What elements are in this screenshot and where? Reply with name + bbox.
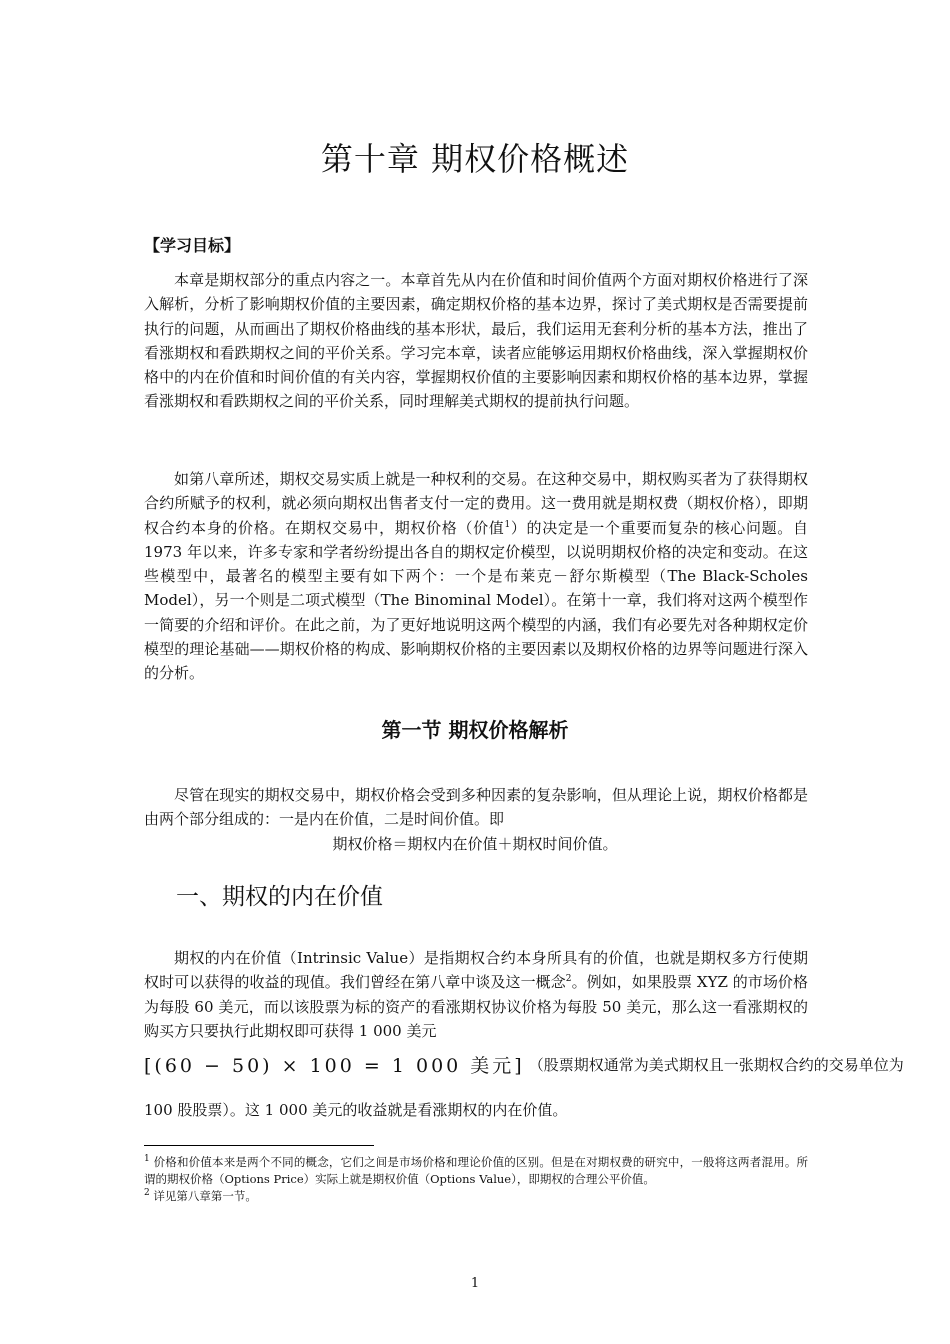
footnote-ref-2: 2: [565, 974, 572, 985]
footnotes: [144, 1154, 808, 1205]
math-line: [144, 1051, 904, 1078]
intrinsic-text-part1: 期权的内在价值（Intrinsic Value）是指期权合约本身所具有的价值，也就是期权多方行使期权时可以获得的收益的现值。我们曾经在第八章中谈及这一概念: [144, 949, 808, 992]
footnote-2-text: 详见第八章第一节。: [153, 1189, 257, 1203]
footnote-2: [144, 1188, 808, 1205]
footnote-1-text: 价格和价值本来是两个不同的概念，它们之间是市场价格和理论价值的区别。但是在对期权费的研究中，一般将这两者混用。所谓的期权价格（Options Price）实际上就是期权价值（Options Value），即期权的合理公平价值。: [144, 1155, 809, 1186]
objectives-paragraph: 本章是期权部分的重点内容之一。本章首先从内在价值和时间价值两个方面对期权价格进行了深入解析，分析了影响期权价值的主要因素，确定期权价格的基本边界，探讨了美式期权是否需要提前执行的问题，从而画出了期权价格曲线的基本形状，最后，我们运用无套利分析的基本方法，推出了看涨期权和看跌期权之间的平价关系。学习完本章，读者应能够运用期权价格曲线，深入掌握期权价格中的内在价值和时间价值的有关内容，掌握期权价值的主要影响因素和期权价格的基本边界，掌握看涨期权和看跌期权之间的平价关系，同时理解美式期权的提前执行问题。: [144, 271, 808, 411]
intro-text-part1: 如第八章所述，期权交易实质上就是一种权利的交易。在这种交易中，期权购买者为了获得期权合约所赋予的权利，就必须向期权出售者支付一定的费用。这一费用就是期权费（期权价格），即期权合约本身的价格。在期权交易中，期权价格（价值: [144, 470, 808, 537]
chapter-title: 第十章 期权价格概述: [320, 140, 630, 178]
price-formula: 期权价格＝期权内在价值＋期权时间价值。: [332, 835, 618, 853]
page-number: 1: [470, 1276, 480, 1291]
intrinsic-value-paragraph: [144, 946, 808, 1043]
intrinsic-text-part2: 。例如，如果股票 XYZ 的市场价格为每股 60 美元，而以该股票为标的资产的看涨期权协议价格为每股 50 美元，那么这一看涨期权的购买方只要执行此期权即可获得 1 000 美元: [144, 973, 808, 1040]
footnote-ref-1: 1: [504, 519, 511, 530]
footnote-2-mark: 2: [144, 1188, 150, 1199]
intro-paragraph: [144, 467, 808, 686]
intro-text-part2: ）的决定是一个重要而复杂的核心问题。自 1973 年以来，许多专家和学者纷纷提出各自的期权定价模型，以说明期权价格的决定和变动。在这些模型中，最著名的模型主要有如下两个：一个是布莱克－舒尔斯模型（The Black-Scholes Model），另一个则是二项式模型（The Binominal Model）。在第十一章，我们将对这两个模型作一简要的介绍和评价。在此之前，为了更好地说明这两个模型的内涵，我们有必要先对各种期权定价模型的理论基础——期权价格的构成、影响期权价格的主要因素以及期权价格的边界等问题进行深入的分析。: [144, 518, 808, 683]
closing-line: 100 股股票）。这 1 000 美元的收益就是看涨期权的内在价值。: [144, 1101, 568, 1119]
objectives-heading: 【学习目标】: [144, 236, 241, 255]
footnote-1: [144, 1154, 808, 1188]
section-paragraph: 尽管在现实的期权交易中，期权价格会受到多种因素的复杂影响，但从理论上说，期权价格都是由两个部分组成的：一是内在价值，二是时间价值。即: [144, 786, 808, 829]
math-trailing-text: （股票期权通常为美式期权且一张期权合约的交易单位为: [528, 1056, 904, 1074]
math-expression: [(60 − 50) × 100 = 1 000 美元]: [144, 1055, 525, 1077]
footnote-1-mark: 1: [144, 1154, 150, 1165]
subsection-heading: 一、期权的内在价值: [176, 884, 383, 910]
footnote-divider: [144, 1145, 374, 1146]
section-heading: 第一节 期权价格解析: [381, 718, 569, 742]
